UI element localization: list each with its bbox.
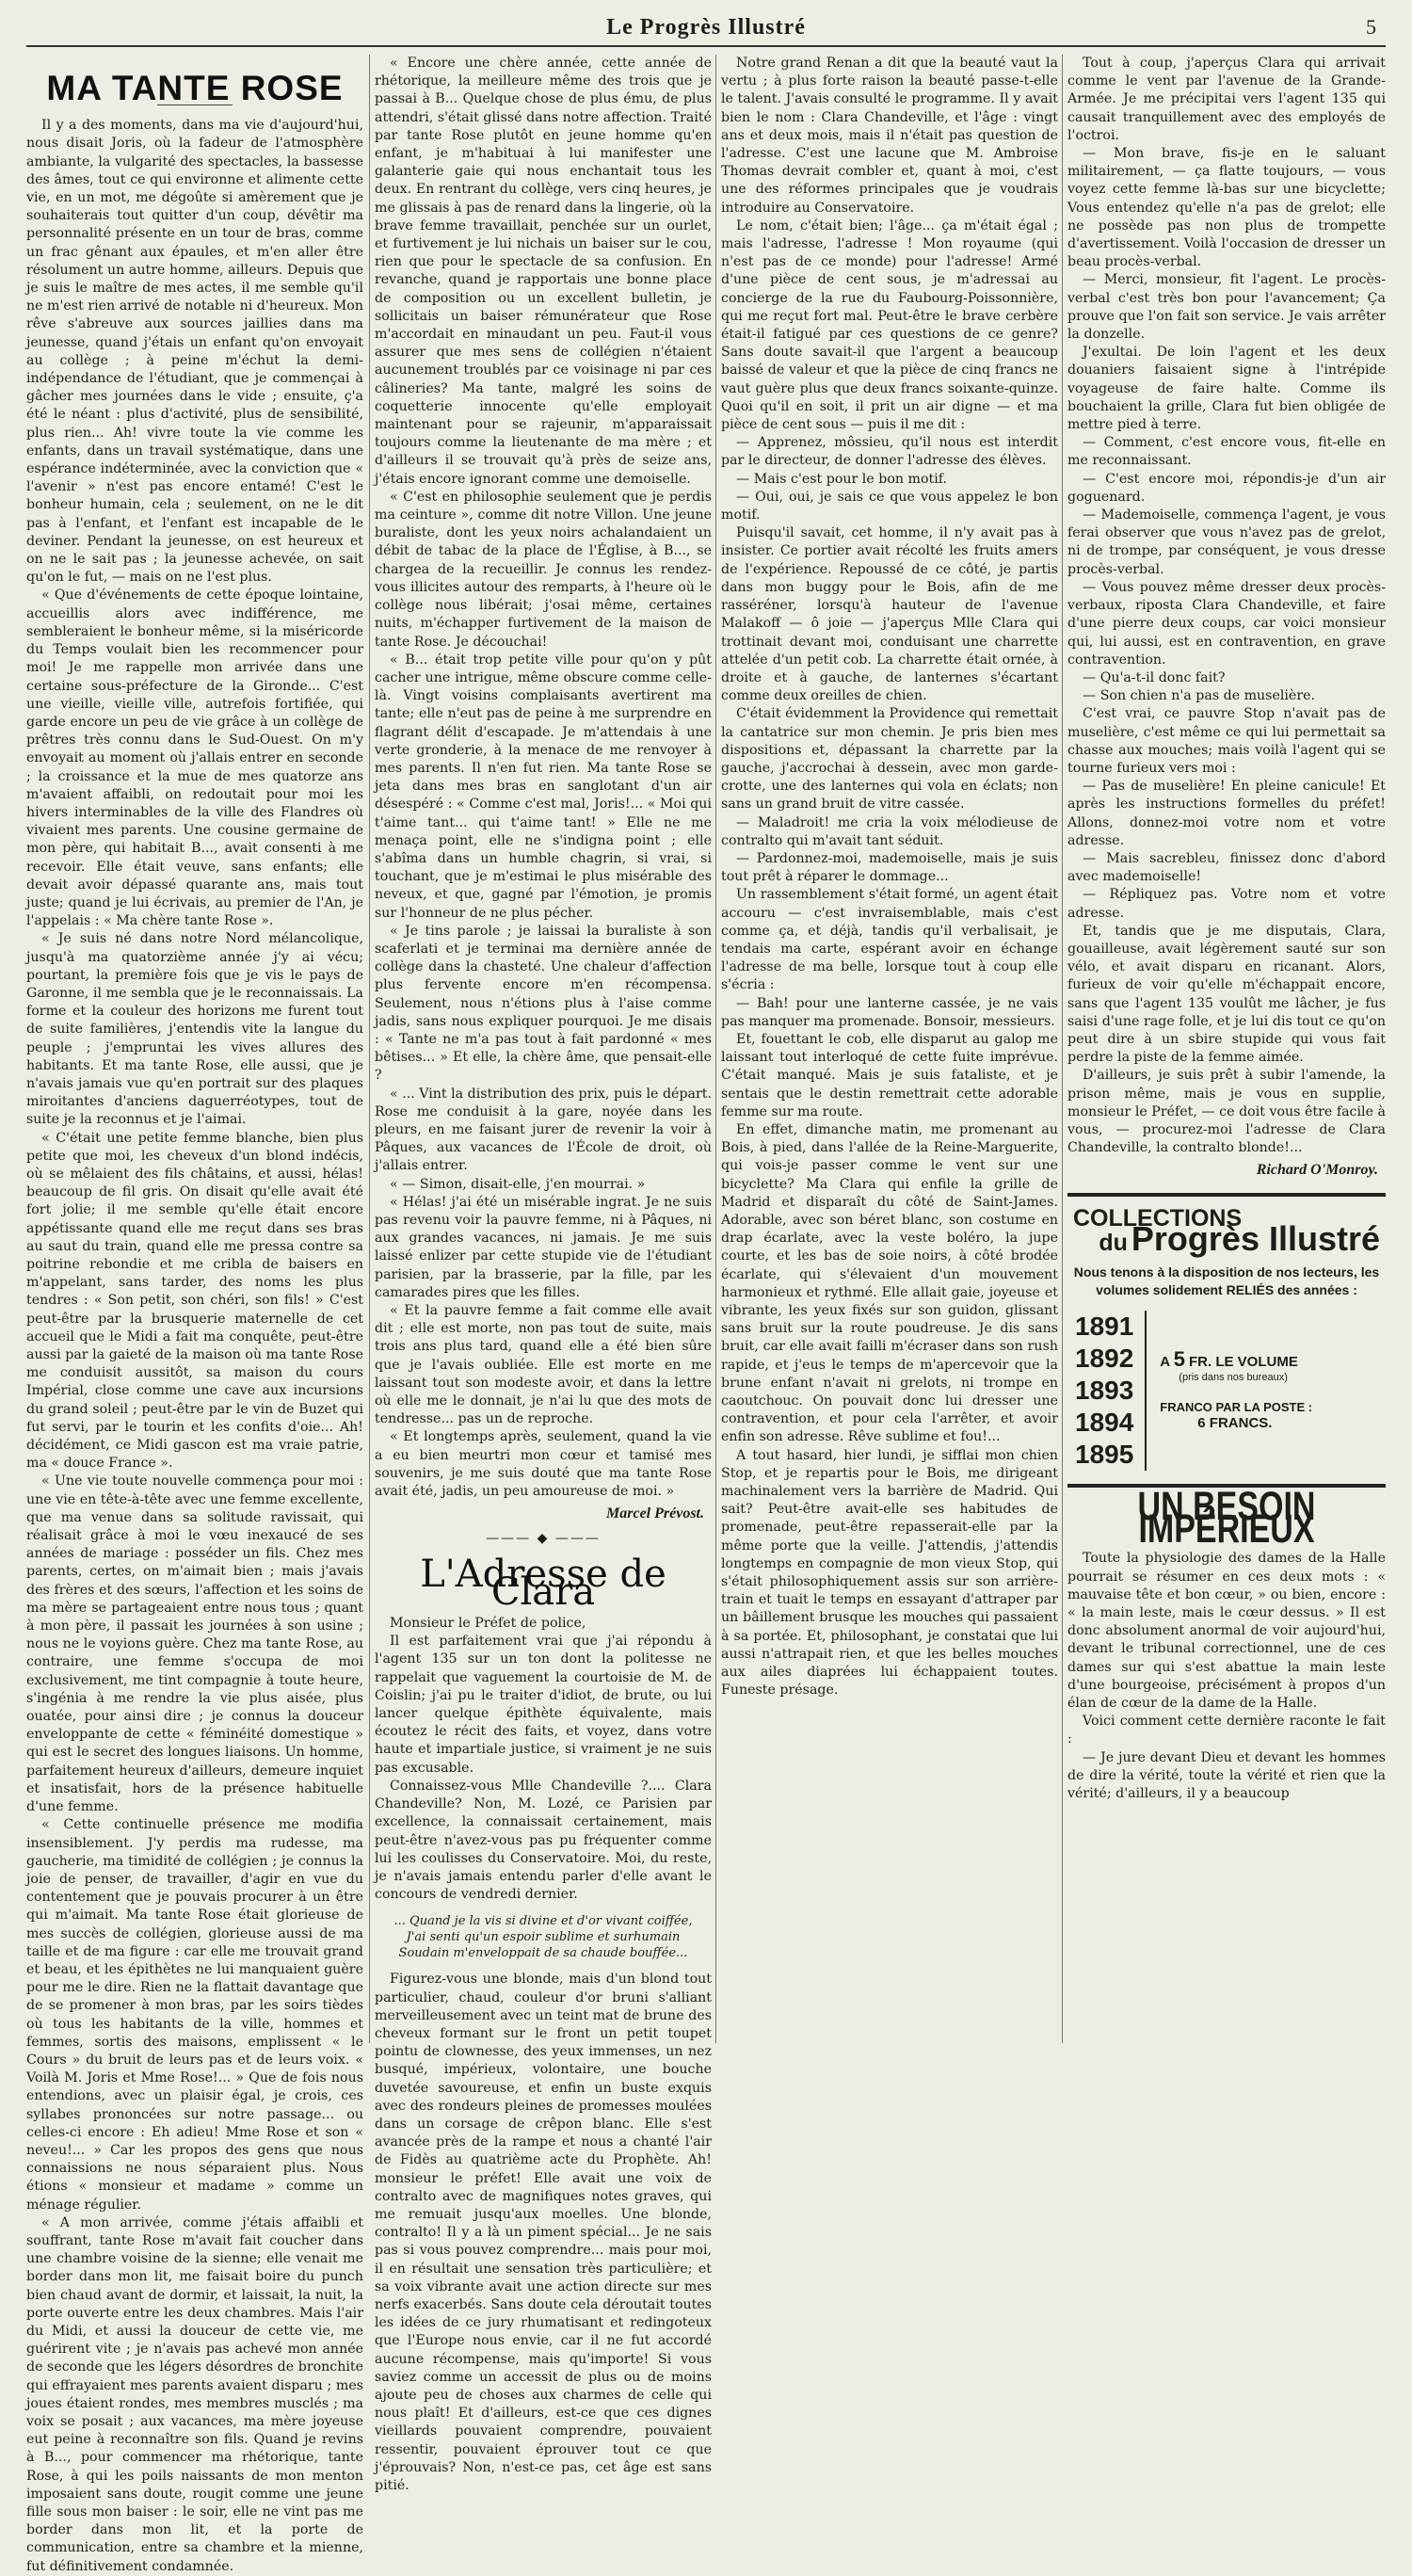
page-number: 5 [1366, 15, 1376, 39]
verse-quote [375, 1913, 712, 1961]
price-info [1160, 1346, 1313, 1431]
paragraph: — Oui, oui, je sais ce que vous appelez le bon motif. [721, 489, 1058, 523]
paragraph: Toute la physiologie des dames de la Halle pourrait se résumer en ces deux mots : « mauvaise tête et bon cœur, » ou bien, encore : « la main leste, mais le cœur dessus. » Il est donc absolument anormal de voir aujourd'hui, devant le tribunal correctionnel, une de ces dames sur qui s'est abattue la main leste d'une bourgeoise, précisément à propos d'un élan de cœur de la dame de la Halle. [1067, 1551, 1386, 1712]
column-4 [1067, 55, 1386, 2043]
franco-label: FRANCO PAR LA POSTE : [1160, 1399, 1313, 1414]
article-title-adresse-de-clara: L'Adresse de Clara [420, 1552, 666, 1614]
paragraph: — Comment, c'est encore vous, fit-elle en me reconnaissant. [1067, 435, 1386, 469]
price-amount: 5 [1173, 1346, 1185, 1371]
paragraph: Et, fouettant le cob, elle disparut au galop me laissant tout interloqué de cette fuite imprévue. C'était manqué. Mais je suis fataliste, et je sentais que le destin remettrait cette adorable femme sur ma route. [721, 1031, 1058, 1119]
column-3 [721, 55, 1058, 2043]
paragraph: Et, tandis que je me disputais, Clara, gouailleuse, avait légèrement sauté sur son vélo, et avait disparu en ricanant. Alors, furieux de voir qu'elle m'échappait encore, sans que l'agent 135 voulût me lâcher, je fus saisi d'une rage folle, et je lui dis tout ce qu'on peut dire à un sbire stupide qui vous fait perdre la piste de la femme aimée. [1067, 923, 1386, 1066]
price-line [1160, 1346, 1312, 1371]
paragraph: A tout hasard, hier lundi, je sifflai mon chien Stop, et je repartis pour le Bois, me dirigeant machinalement vers la barrière de Madrid. Qui sait? Peut-être avait-elle ses habitudes de promenade, peut-être repasserait-elle par la même porte que la veille. J'attendis, j'attendis longtemps en compagnie de mon vieux Stop, qui s'était philosophiquement assis sur son arrière-train et tuait le temps en essayant d'attraper par un bâillement brusque les mouches qui passaient à sa portée. Et, philosophant, je constatai que lui aussi n'attrapait rien, et que les belles mouches aux ailes diaprées lui échappaient toutes. Funeste présage. [721, 1447, 1058, 1699]
paragraph: « C'est en philosophie seulement que je perdis ma ceinture », comme dit notre Villon. Une jeune buraliste, dont les yeux noirs achalandaient un débit de tabac de la place de l'Église, à B..., se chargea de la recueillir. Je connus les rendez-vous illicites autour des remparts, à l'heure où le collège nous libérait; j'osai même, certaines nuits, m'échapper furtivement de la maison de tante Rose. Je découchai! [375, 489, 712, 650]
paragraph: — Mon brave, fis-je en le saluant militairement, — ça flatte toujours, — vous voyez cette femme là-bas sur une bicyclette; Vous entendez qu'elle n'a pas de grelot; elle ne possède pas non plus de trompette d'avertissement. Voilà l'occasion de dresser un beau procès-verbal. [1067, 146, 1386, 270]
paragraph: — Mais c'est pour le bon motif. [736, 471, 947, 487]
paragraph: C'est vrai, ce pauvre Stop n'avait pas de muselière, c'est même ce qui lui permettait sa chasse aux mouches; mais voilà l'agent qui se tourne furieux vers moi : [1067, 706, 1386, 776]
paragraph: — C'est encore moi, répondis-je d'un air goguenard. [1067, 471, 1386, 505]
paragraph: « Que d'événements de cette époque lointaine, accueillis alors avec indifférence, me sembleraient le bonheur même, si la miséricorde du Temps voulait bien les recommencer pour moi! Je me rappelle mon arrivée dans une certaine sous-préfecture de la Gironde... C'est une vieille, vieille ville, autrefois fortifiée, qui garde encore un peu de vie grâce à un collège de prêtres très connu dans le Sud-Ouest. On m'y envoyait au moment où j'allais entrer en seconde ; la croissance et la mue de mes quatorze ans m'avaient affaibli, on redoutait pour moi les hivers interminables de la ville des Flandres où vivaient mes parents. Une cousine germaine de mon père, qui habitait B..., avait consenti à me recevoir. Elle était veuve, sans enfants; elle devait avoir dépassé quarante ans, mais tout juste; quand je lui écrivais, au premier de l'An, je l'appelais : « Ma chère tante Rose ». [26, 588, 363, 929]
article-title-un-besoin-imperieux: UN BESOIN IMPÉRIEUX [1137, 1484, 1316, 1553]
paragraph: « Je suis né dans notre Nord mélancolique, jusqu'à ma quatorzième année j'y ai vécu; pourtant, la première fois que je vis le pays de Garonne, il me sembla que je le reconnaissais. La forme et la couleur des horizons me furent tout de suite familières, j'entendis vite la langue du peuple ; j'empruntai les vives allures des habitants. Et ma tante Rose, elle aussi, que je n'avais jamais vue qu'en portrait sur des plaques miroitantes d'anciens daguerréotypes, tout de suite je la reconnus et je l'aimai. [26, 931, 363, 1128]
paragraph: Voici comment cette dernière raconte le fait : [1067, 1714, 1386, 1747]
paragraph: — Apprenez, môssieu, qu'il nous est interdit par le directeur, de donner l'adresse des élèves. [721, 435, 1058, 469]
paragraph: « C'était une petite femme blanche, bien plus petite que moi, les cheveux d'un blond indécis, où se mêlaient des fils châtains, et aussi, hélas! beaucoup de fil gris. On disait qu'elle avait été fort jolie; il me semble qu'elle était encore appétissante quand elle me reçut dans ses bras au saut du train, quand elle me pressa contre sa poitrine rebondie et me cribla de baisers en m'appelant, sans tarder, des noms les plus tendres : « Son petit, son chéri, son fils! » C'est peut-être par la brusquerie maternelle de cet accueil que le Midi a fait ma conquête, peut-être aussi par la gaieté de la maison où ma tante Rose me conduisit aussitôt, sa maison du cours Impérial, close comme une cave aux incursions du grand soleil ; peut-être par le vin de Buzet qui fut servi, par le tourin et les confits d'oie... Ah! décidément, ce Midi gascon est ma vraie patrie, ma « douce France ». [26, 1130, 363, 1472]
column-rule [369, 55, 370, 2043]
page-header [26, 11, 1386, 45]
paragraph: Puisqu'il savait, cet homme, il n'y avait pas à insister. Ce portier avait récolté les fruits amers de l'expérience. Repoussé de ce côté, je partis dans mon buggy pour le Bois, afin de me rasséréner, lorsqu'à hauteur de l'avenue Malakoff — ô joie — j'aperçus Mlle Clara qui trottinait devant moi, conduisant une charrette attelée d'un petit cob. La charrette était ornée, à droite et à gauche, de lanternes s'écartant comme deux oreilles de chien. [721, 525, 1058, 704]
paragraph: Notre grand Renan a dit que la beauté vaut la vertu ; à plus forte raison la beauté passe-t-elle le talent. J'avais consulté le programme. Il y avait bien le nom : Clara Chandeville, et l'âge : vingt ans et deux mois, mais il n'était pas question de l'adresse. C'est une lacune que M. Ambroise Thomas devrait combler et, quant à moi, c'est une des réformes principales que je voudrais introduire au Conservatoire. [721, 56, 1058, 216]
paragraph: — Bah! pour une lanterne cassée, je ne vais pas manquer ma promenade. Bonsoir, messieurs. [721, 995, 1058, 1029]
section-separator: ——— ◆ ——— [486, 1531, 601, 1547]
column-rule [1062, 55, 1063, 2043]
paragraph: « Je tins parole ; je laissai la buraliste à son scaferlati et je terminai ma dernière année de collège dans la chasteté. Une chaleur d'affection plus fervente encore m'en récompensa. Seulement, nous n'étions plus à l'aise comme jadis, sans nous expliquer pourquoi. Je me disais : « Tante ne m'a pas tout à fait pardonné « mes bêtises... » Et elle, la chère âme, que pensait-elle ? [375, 923, 712, 1084]
paragraph: « B... était trop petite ville pour qu'on y pût cacher une intrigue, même obscure comme celle-là. Vingt voisins complaisants avertirent ma tante; elle n'eut pas de peine à me surprendre en flagrant délit d'escapade. Je m'attendais à une verte gronderie, à la menace de me renvoyer à mes parents. Il n'en fut rien. Ma tante Rose se jeta dans mes bras en sanglotant d'un air désespéré : « Comme c'est mal, Joris!... « Moi qui t'aime tant... qui t'aime tant! » Elle ne me menaça point, elle ne s'indigna point ; elle s'abîma dans un humble chagrin, si vrai, si touchant, que je m'estimai le plus misérable des neveux, et que, gagné par l'émotion, je promis sur l'honneur de ne plus pécher. [375, 652, 712, 921]
paragraph: Connaissez-vous Mlle Chandeville ?.... Clara Chandeville? Non, M. Lozé, ce Parisien par excellence, la connaissait certainement, mais peut-être n'avez-vous pas pu fréquenter comme lui les coulisses du Conservatoire. Moi, du reste, je n'avais jamais entendu parler d'elle avant le concours de vendredi dernier. [375, 1778, 712, 1903]
year: 1891 [1075, 1312, 1134, 1341]
paragraph: Monsieur le Préfet de police, [390, 1616, 586, 1632]
paragraph: — Son chien n'a pas de muselière. [1083, 688, 1316, 704]
masthead: Le Progrès Illustré [606, 15, 806, 40]
year: 1892 [1075, 1344, 1134, 1373]
franco-price: 6 FRANCS. [1197, 1414, 1273, 1431]
paragraph: — Répliquez pas. Votre nom et votre adresse. [1067, 887, 1386, 921]
verse-line: ... Quand je la vis si divine et d'or vivant coiffée, [393, 1914, 693, 1929]
paragraph: « Encore une chère année, cette année de rhétorique, la meilleure même des trois que je passai à B... Quelque chose de plus ému, de plus attendri, s'était glissé dans notre affection. Traité par tante Rose plutôt en jeune homme qu'en enfant, je m'habituai à lui manifester une galanterie gaie qui nous enchantait tous les deux. En rentrant du collège, vers cinq heures, je me glissais à pas de renard dans la lingerie, où la brave femme travaillait, penchée sur un ourlet, et furtivement je lui nichais un baiser sur le cou, rien que pour le spectacle de sa confusion. En revanche, quand je rapportais une bonne place de composition ou un excellent bulletin, je sollicitais un baiser rémunérateur que Rose m'accordait en minaudant un peu. Faut-il vous assurer que mes sens de collégien n'étaient aucunement troublés par ce voisinage ni par ces câlineries? Ma tante, malgré les soins de coquetterie innocente qu'elle employait maintenant pour se rajeunir, m'apparaissait toujours comme la lieutenante de ma mère ; et d'ailleurs il se trouvait qu'à près de seize ans, j'étais encore ignorant comme une demoiselle. [375, 56, 712, 487]
paragraph: — Pas de muselière! En pleine canicule! Et après les instructions formelles du préfet! Allons, donnez-moi votre nom et votre adresse. [1067, 779, 1386, 848]
price-suffix: FR. LE VOLUME [1189, 1353, 1298, 1370]
paragraph: « Hélas! j'ai été un misérable ingrat. Je ne suis pas revenu voir la pauvre femme, ni à Pâques, ni aux grandes vacances, ni jamais. Je me suis laissé enlizer par cette stupide vie de l'étudiant parisien, par la brasserie, par la fille, par les camarades pires que les filles. [375, 1194, 712, 1300]
paragraph: — Vous pouvez même dresser deux procès-verbaux, riposta Clara Chandeville, et faire d'une pierre deux coups, car voici monsieur qui, lui aussi, est en contravention, en grave contravention. [1067, 579, 1386, 668]
price-note: (pris dans nos bureaux) [1179, 1371, 1288, 1383]
price-prefix: A [1160, 1353, 1170, 1370]
paragraph: « — Simon, disait-elle, j'en mourrai. » [390, 1176, 646, 1192]
paragraph: — Mais sacrebleu, finissez donc d'abord avec mademoiselle! [1067, 850, 1386, 885]
collections-notice: Nous tenons à la disposition de nos lecteurs, les volumes solidement RELIÉS des années : [1073, 1264, 1380, 1297]
verse-line: Soudain m'enveloppait de sa chaude bouffée... [398, 1946, 688, 1961]
paragraph: Il y a des moments, dans ma vie d'aujourd'hui, nous disait Joris, où la fadeur de l'atmosphère ambiante, la vulgarité des spectacles, la bassesse des âmes, tout ce qui environne et alimente cette vie, en un mot, me dégoûte si amèrement que je souhaiterais tout quitter d'un coup, dévêtir ma personnalité présente en un tour de bras, comme un frac gênant aux épaules, et m'en aller être résolument un autre homme, ailleurs. Depuis que je suis le maître de mes actes, il me semble qu'il ne m'est rien arrivé de notable ni d'heureux. Mon rêve s'abreuve aux sources jaillies dans ma jeunesse, quand j'étais un enfant qu'on envoyait au collège ; à peine m'échut la demi-indépendance de l'étudiant, que je commençai à gâcher mes journées dans le vide ; ensuite, ç'a été le néant : plus d'activité, plus de sensibilité, plus rien... Ah! vivre toute la vie comme les enfants, dans un travail systématique, dans une espérance indéterminée, avec la conviction que « l'avenir » n'est pas encore entamé! C'est le bonheur humain, cela ; seulement, on ne le dit pas à l'enfant, et l'enfant est incapable de le deviner. Pendant la jeunesse, on est heureux et on ne le sait pas ; la jeunesse achevée, on sait qu'on le fut, — mais on ne l'est plus. [26, 118, 363, 586]
paragraph: Un rassemblement s'était formé, un agent était accouru — c'est invraisemblable, mais c'est comme ça, et déjà, tandis qu'il verbalisait, je tendais ma carte, espérant avoir en échange l'adresse de ma belle, lorsque tout à coup elle s'écria : [721, 887, 1058, 993]
section-rule [1067, 1193, 1386, 1197]
paragraph: — Maladroit! me cria la voix mélodieuse de contralto qui m'avait tant séduit. [721, 814, 1058, 848]
author-signature: Marcel Prévost. [606, 1505, 704, 1522]
paragraph: Il est parfaitement vrai que j'ai répondu à l'agent 135 sur un ton dont la politesse ne rappelait que vaguement la courtoisie de M. de Coislin; j'ai pu le traiter d'idiot, de brute, ou lui lancer quelque épithète équivalente, mais écoutez le récit des faits, et voyez, dans votre haute et impartiale justice, si vraiment je ne suis pas excusable. [375, 1634, 712, 1776]
collections-name: Progrès Illustré [1131, 1218, 1380, 1258]
paragraph: Figurez-vous une blonde, mais d'un blond tout particulier, chaud, couleur d'or bruni s'alliant merveilleusement avec un teint mat de brune des cheveux formant sur le front un petit toupet pointu de clownesse, des yeux immenses, un nez busqué, impérieux, volontaire, une bouche duvetée savoureuse, et enfin un buste exquis avec des rondeurs pleines de promesses moulées dans un corsage de crêpon blanc. Elle s'est avancée près de la rampe et nous a chanté l'air de Fidès au quatrième acte du Prophète. Ah! monsieur le préfet! Elle avait une voix de contralto avec de magnifiques notes graves, qui me remuait jusqu'aux moelles. Une blonde, contralto! Il y a là un piment spécial... Je ne sais pas si vous pouvez comprendre... mais pour moi, il en résultait une sensation très particulière; et sa voix vibrante avait une action directe sur mes nerfs exacerbés. Sans doute cela déroutait toutes les idées de ce jury rhumatisant et redingoteux que l'Europe nous envie, car il ne fut accordé aucune récompense, mais qu'importe! Si vous saviez comme un accessit de plus ou de moins ajoute peu de choses aux charmes de celle qui nous plaît! Et d'ailleurs, est-ce que ces dignes vieillards pouvaient comprendre, pouvaient ressentir, pouvaient éprouver tout ce que j'éprouvais? Non, n'est-ce pas, cet âge est sans pitié. [375, 1972, 712, 2493]
collections-du: du [1099, 1229, 1128, 1256]
paragraph: « Une vie toute nouvelle commença pour moi : une vie en tête-à-tête avec une femme excellente, que ma venue dans sa solitude ravissait, qui réalisait grâce à moi le vœu inexaucé de ses années de mariage : posséder un fils. Chez mes parents, certes, on m'aimait bien ; mais j'avais des frères et des sœurs, l'affection et les soins de ma mère se partageaient entre nous tous ; quant à mon père, il passait les journées à son usine ; nous ne le voyions guère. Chez ma tante Rose, au contraire, une femme s'occupa de moi exclusivement, me tint compagnie à toute heure, s'ingénia à me rendre la vie plus aisée, plus ouatée, pour ainsi dire ; je connus la douceur enveloppante de cette « féminéité domestique » qui est le secret des longues liaisons. Un homme, parfaitement heureux d'ailleurs, demeure inquiet et insatisfait, hors de la présence habituelle d'une femme. [26, 1473, 363, 1815]
article-title-ma-tante-rose: MA TANTE ROSE [46, 69, 344, 107]
paragraph: « A mon arrivée, comme j'étais affaibli et souffrant, tante Rose m'avait fait coucher dans une chambre voisine de la sienne; elle venait me border dans mon lit, me faisait boire du punch bien chaud avant de dormir, et laissait, la nuit, la porte ouverte entre les deux chambres. Mais l'air du Midi, et aussi la douceur de cette vie, me guérirent vite ; je n'avais pas achevé mon année de seconde que les légers désordres de bronchite qui effrayaient mes parents avaient disparu ; mes joues étaient rondes, mes membres musclés ; ma voix se posait ; aux vacances, ma mère joyeuse eut peine à reconnaître son fils. Quand je revins à B..., pour commencer ma rhétorique, tante Rose, à qui les poils naissants de mon menton imposaient sans doute, rougit comme une jeune fille sous mon baiser : le soir, elle ne vint pas me border dans mon lit, et la porte de communication, entre sa chambre et la mienne, fut définitivement condamnée. [26, 2214, 363, 2574]
paragraph: En effet, dimanche matin, me promenant au Bois, à pied, dans l'allée de la Reine-Marguerite, qui vois-je passer comme le vent sur une bicyclette? Ma Clara qui enfile la grille de Madrid et disparaît du côté de Saint-James. Adorable, avec son béret blanc, son costume en drap écarlate, avec la veste boléro, la jupe courte, et les bas de soie noirs, à côté brodée écarlate, qui s'élevaient d'un mouvement harmonieux et rythmé. Elle allait gaie, joyeuse et vibrante, les yeux fixés sur son guidon, glissant sans bruit sur la route poudreuse. Je dis sans bruit, car elle avait failli m'écraser dans son rush rapide, et j'eus le temps de m'apercevoir que la brune enfant n'avait ni grelots, ni trompe en caoutchouc. On pouvait donc lui dresser une contravention, et pour cela l'arrêter, et avoir enfin son adresse. Rêve sublime et fou!... [721, 1121, 1058, 1445]
header-rule [26, 45, 1386, 47]
column-2 [375, 55, 712, 2493]
paragraph: Le nom, c'était bien; l'âge... ça m'était égal ; mais l'adresse, l'adresse ! Mon royaume (qui n'est pas de ce monde) pour l'adresse! Armé d'une pièce de cent sous, je m'adressai au concierge de la rue du Faubourg-Poissonnière, qui me reçut fort mal. Peut-être le brave cerbère était-il fatigué par ces questions de ce genre? Sans doute savait-il que l'argent a beaucoup baissé de valeur et que la pièce de cinq francs ne vaut guère plus que deux francs soixante-quinze. Quoi qu'il en soit, il prit un air digne — et ma pièce de cent sous — puis il me dit : [721, 217, 1058, 433]
paragraph: « ... Vint la distribution des prix, puis le départ. Rose me conduisit à la gare, noyée dans les pleurs, en me faisant jurer de revenir la voir à Pâques, aux vacances de l'École de droit, où j'allais entrer. [375, 1086, 712, 1174]
paragraph: — Je jure devant Dieu et devant les hommes de dire la vérité, toute la vérité et rien que la vérité; d'ailleurs, il y a beaucoup [1067, 1749, 1386, 1802]
paragraph: « Et longtemps après, seulement, quand la vie a eu bien meurtri mon cœur et tamisé mes souvenirs, je me suis douté que ma tante Rose avait été, jadis, un peu amoureuse de moi. » [375, 1429, 712, 1500]
paragraph: Tout à coup, j'aperçus Clara qui arrivait comme le vent par l'avenue de la Grande-Armée. Je me précipitai vers l'agent 135 qui causait tranquillement avec des employés de l'octroi. [1067, 56, 1386, 143]
paragraph: « Et la pauvre femme a fait comme elle avait dit ; elle est morte, non pas tout de suite, mais trois ans plus tard, quand elle a été bien sûre que je l'avais oubliée. Elle est morte en me laissant tout son modeste avoir, et dans la lettre où elle me le donnait, je n'ai lu que des mots de tendresse... pas un de reproche. [375, 1303, 712, 1427]
paragraph: — Qu'a-t-il donc fait? [1083, 669, 1226, 685]
collections-ad [1067, 1204, 1386, 1471]
paragraph: C'était évidemment la Providence qui remettait la cantatrice sur mon chemin. Je pris bien mes dispositions et, dépassant la charrette par la gauche, j'accrochai à dessein, avec mon garde-crotte, une des lanternes qui vola en éclats; non sans un grand bruit de vitre cassée. [721, 706, 1058, 813]
paragraph: J'exultai. De loin l'agent et les deux douaniers faisaient signe à l'intrépide voyageuse de faire halte. Comme ils bouchaient la grille, Clara fut bien obligée de mettre pied à terre. [1067, 345, 1386, 433]
paragraph: — Merci, monsieur, fit l'agent. Le procès-verbal c'est très bon pour l'avancement; Ça prouve que l'on fait son service. Je vais arrêter la donzelle. [1067, 272, 1386, 343]
verse-line: J'ai senti qu'un espoir sublime et surhumain [406, 1930, 681, 1945]
paragraph: « Cette continuelle présence me modifia insensiblement. J'y perdis ma rudesse, ma gaucherie, ma timidité de collégien ; je connus la joie de penser, de travailler, d'agir en vue du contentement que je pouvais procurer à un être qui m'aimait. Ma tante Rose était glorieuse de mes succès de collégien, glorieuse aussi de ma taille et de ma figure : car elle me trouvait grand et beau, et les épithètes ne lui manquaient guère pour me le dire. Rien ne la flattait davantage que de se promener à mon bras, par les soirs tièdes où tous les habitants de la ville, hommes et femmes, sortis des maisons, emplissent « le Cours » du bruit de leurs pas et de leurs voix. « Voilà M. Joris et Mme Rose!... » Que de fois nous entendions, avec un plaisir égal, je crois, ces syllabes prononcées sur notre passage... ou celles-ci encore : Eh adieu! Mme Rose et son « neveu!... » Car les propos des gens que nous connaissions ne nous séparaient plus. Nous étions « monsieur et madame » comme un ménage régulier. [26, 1817, 363, 2213]
year: 1893 [1075, 1376, 1134, 1405]
author-signature: Richard O'Monroy. [1256, 1162, 1378, 1179]
paragraph: — Mademoiselle, commença l'agent, je vous ferai observer que vous n'avez pas de grelot, ni de trompe, par conséquent, je vous dresse procès-verbal. [1067, 507, 1386, 577]
paragraph: — Pardonnez-moi, mademoiselle, mais je suis tout prêt à réparer le dommage... [721, 850, 1058, 885]
year-list [1075, 1311, 1147, 1471]
column-rule [715, 55, 716, 2043]
column-1 [26, 55, 363, 2574]
collections-offer [1075, 1311, 1378, 1471]
year: 1894 [1075, 1408, 1134, 1437]
collections-title: COLLECTIONS [1073, 1204, 1243, 1232]
year: 1895 [1075, 1440, 1134, 1469]
paragraph: D'ailleurs, je suis prêt à subir l'amende, la prison même, mais je vous en supplie, monsieur le Préfet, — ce doit vous être facile à vous, — procurez-moi l'adresse de Clara Chandeville, la contralto blonde!... [1067, 1068, 1386, 1156]
newspaper-page [26, 0, 1386, 2574]
